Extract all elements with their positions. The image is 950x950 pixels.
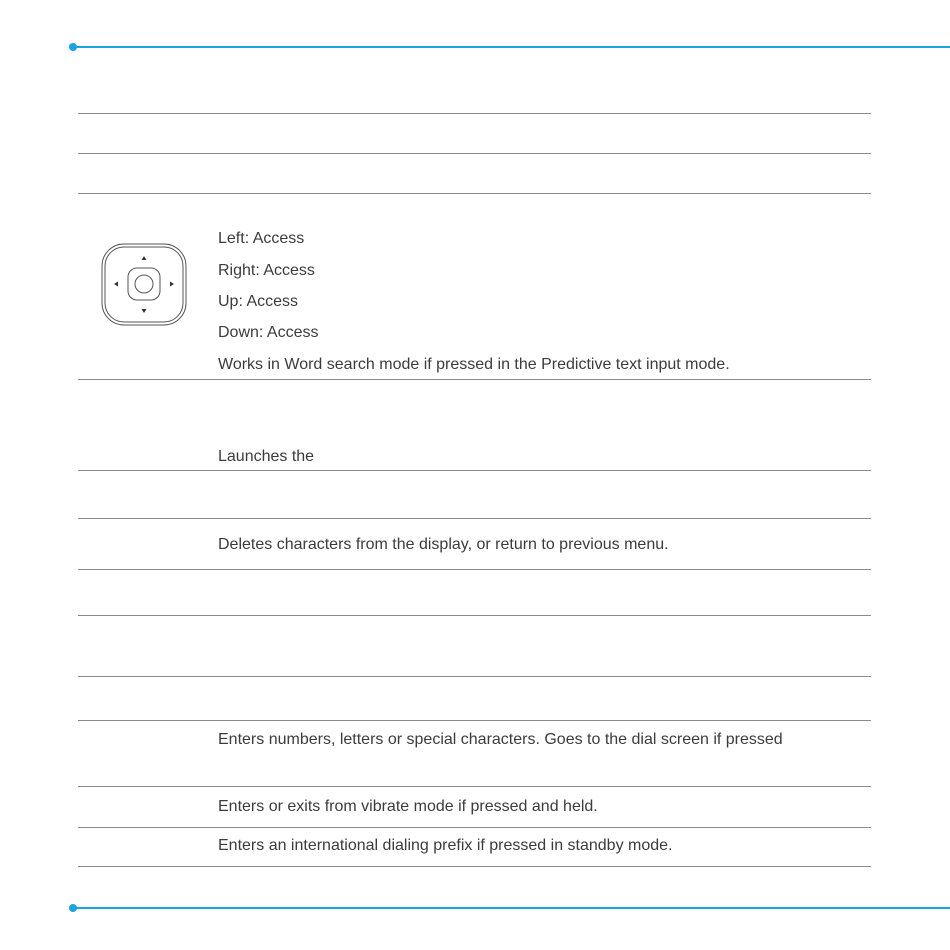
- top-accent-rule: [72, 46, 950, 48]
- nav-up-text: Up: Access: [218, 293, 299, 310]
- table-rule: [78, 113, 871, 114]
- table-rule: [78, 379, 871, 380]
- table-rule: [78, 615, 871, 616]
- launch-text: Launches the: [218, 448, 315, 465]
- table-rule: [78, 676, 871, 677]
- table-rule: [78, 827, 871, 828]
- table-rule: [78, 720, 871, 721]
- clear-text: Deletes characters from the display, or return to previous menu.: [218, 536, 669, 553]
- nav-word-search-text: Works in Word search mode if pressed in the Predictive text input mode.: [218, 356, 730, 373]
- nav-right-text: Right: Access: [218, 262, 315, 279]
- bottom-accent-rule: [72, 907, 950, 909]
- navigation-key-icon: [101, 243, 187, 326]
- table-rule: [78, 518, 871, 519]
- table-rule: [78, 193, 871, 194]
- alphanumeric-text: Enters numbers, letters or special characters. Goes to the dial screen if pressed: [218, 731, 783, 748]
- nav-down-text: Down: Access: [218, 324, 319, 341]
- table-rule: [78, 569, 871, 570]
- table-rule: [78, 470, 871, 471]
- vibrate-text: Enters or exits from vibrate mode if pressed and held.: [218, 798, 598, 815]
- table-rule: [78, 153, 871, 154]
- table-rule: [78, 866, 871, 867]
- nav-left-text: Left: Access: [218, 230, 305, 247]
- international-text: Enters an international dialing prefix if pressed in standby mode.: [218, 837, 673, 854]
- table-rule: [78, 786, 871, 787]
